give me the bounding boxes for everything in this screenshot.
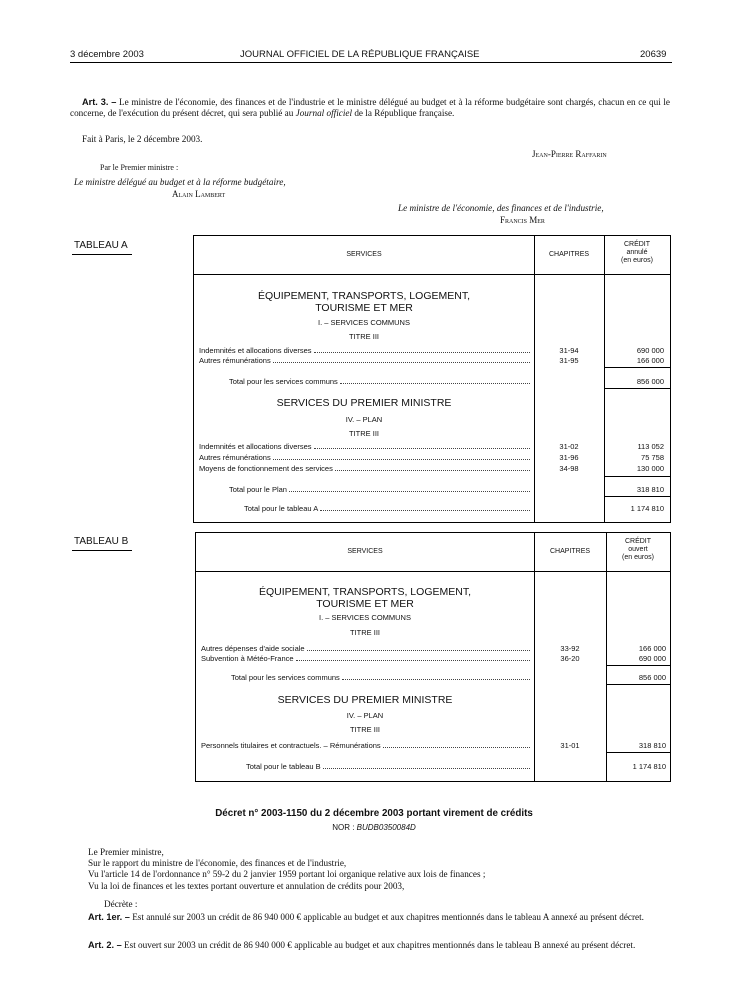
decret-title: Décret n° 2003-1150 du 2 décembre 2003 portant virement de crédits [215,808,533,819]
tableau-a-total-1: Total pour les services communs [229,377,532,386]
table-row-amount: 690 000 [638,654,666,663]
decret-nor: NOR : BUDB0350084D [332,823,416,832]
tableau-b-total-1: Total pour les services communs [231,673,532,682]
header-rule [70,62,672,63]
table-row-chapitre: 31-94 [559,346,579,355]
table-row-chapitre: 34-98 [559,464,579,473]
tableau-a-grand-total: Total pour le tableau A [244,504,532,513]
tableau-b [195,532,671,782]
table-row-chapitre: 31-02 [559,442,579,451]
article-3-label: Art. 3. – [82,97,117,107]
decret-preamble [70,847,670,892]
minister-economy-title: Le ministre de l'économie, des finances et de l'industrie, [398,203,604,213]
tableau-a-section-1-sub: I. – SERVICES COMMUNS [318,318,410,327]
tableau-b-section-1-titre: TITRE III [350,628,380,637]
table-row: Indemnités et allocations diverses [199,346,532,355]
tableau-b-total-1-amount: 856 000 [638,673,666,682]
table-row-amount: 130 000 [636,464,664,473]
tableau-a-section-2-sub: IV. – PLAN [345,415,383,424]
tableau-a-total-2-amount: 318 810 [636,485,664,494]
table-row-amount: 166 000 [636,356,664,365]
article-3-text-1: Le ministre de l'économie, des finances et de l'industrie et le ministre délégué au budget et à la réforme budgétaire sont chargés, chacun en ce qui le concerne, de l'exécution du présent décret, qui sera publié au [70,97,671,119]
tableau-a-col-credit: CRÉDIT annulé (en euros) [621,241,653,264]
table-row-amount: 75 758 [641,453,664,462]
article-3-journal: Journal officiel [295,108,353,119]
table-row: Autres rémunérations [199,356,532,365]
tableau-b-section-2-sub: IV. – PLAN [346,711,384,720]
tableau-b-section-1-sub: I. – SERVICES COMMUNS [319,613,411,622]
table-row-chapitre: 36-20 [560,654,580,663]
table-row: Subvention à Météo-France [201,654,532,663]
header-date: 3 décembre 2003 [70,49,144,60]
decret-vu-2: Vu l'article 14 de l'ordonnance n° 59-2 du 2 janvier 1959 portant loi organique relative aux lois de finances ; [88,869,486,880]
table-row-chapitre: 31-01 [560,741,580,750]
minister-budget-title: Le ministre délégué au budget et à la réforme budgétaire, [74,177,286,187]
tableau-b-col-services: SERVICES [347,548,383,555]
header-page-number: 20639 [640,49,667,60]
tableau-b-col-chapitres: CHAPITRES [549,548,591,555]
table-row: Personnels titulaires et contractuels. – Rémunérations [201,741,532,750]
minister-economy-name: Francis Mer [500,215,545,225]
tableau-b-section-2-titre: TITRE III [350,725,380,734]
table-row: Autres rémunérations [199,453,532,462]
tableau-a-col-chapitres: CHAPITRES [548,251,590,258]
table-row-amount: 318 810 [638,741,666,750]
tableau-b-label: TABLEAU B [74,536,129,547]
decret-vu-1: Sur le rapport du ministre de l'économie, des finances et de l'industrie, [88,858,347,869]
table-row: Indemnités et allocations diverses [199,442,532,451]
minister-budget-name: Alain Lambert [172,189,226,199]
tableau-a-label: TABLEAU A [74,240,128,251]
tableau-a-col-services: SERVICES [346,251,382,258]
table-row-chapitre: 33-92 [560,644,580,653]
table-row: Autres dépenses d'aide sociale [201,644,532,653]
fait-a-paris: Fait à Paris, le 2 décembre 2003. [82,134,203,144]
article-3 [70,97,670,119]
tableau-b-section-1-title: ÉQUIPEMENT, TRANSPORTS, LOGEMENT, TOURISME ET MER [259,586,471,610]
table-row-amount: 113 052 [637,442,664,451]
decret-article-2: Art. 2. – Est ouvert sur 2003 un crédit de 86 940 000 € applicable au budget et aux chapitres mentionnés dans le tableau B annexé au présent décret. [88,940,636,950]
decret-decrete: Décrète : [104,899,138,909]
par-le-premier-ministre: Par le Premier ministre : [100,163,179,172]
table-row-chapitre: 31-95 [559,356,579,365]
table-row: Moyens de fonctionnement des services [199,464,532,473]
decret-premier-ministre: Le Premier ministre, [88,847,164,857]
decret-vu-3: Vu la loi de finances et les textes portant ouverture et annulation de crédits pour 2003, [88,880,405,891]
tableau-a-section-1-titre: TITRE III [349,332,379,341]
tableau-b-grand-total-amount: 1 174 810 [632,762,666,771]
signature-premier-ministre: Jean-Pierre Raffarin [532,149,607,159]
table-row-amount: 166 000 [638,644,666,653]
table-row-amount: 690 000 [636,346,664,355]
tableau-a-section-1-title: ÉQUIPEMENT, TRANSPORTS, LOGEMENT, TOURISME ET MER [258,290,470,314]
tableau-b-section-2-title: SERVICES DU PREMIER MINISTRE [277,694,453,706]
article-3-text-2: de la République française. [354,108,455,119]
tableau-b-grand-total: Total pour le tableau B [246,762,532,771]
tableau-a-total-1-amount: 856 000 [636,377,664,386]
tableau-a [193,235,671,523]
tableau-a-section-2-title: SERVICES DU PREMIER MINISTRE [276,397,452,409]
table-row-chapitre: 31-96 [559,453,579,462]
tableau-b-label-rule [72,550,132,551]
tableau-a-section-2-titre: TITRE III [349,429,379,438]
tableau-a-total-2: Total pour le Plan [229,485,532,494]
tableau-b-col-credit: CRÉDIT ouvert (en euros) [622,538,654,561]
tableau-a-label-rule [72,254,132,255]
decret-article-1: Art. 1er. – Est annulé sur 2003 un crédit de 86 940 000 € applicable au budget et aux chapitres mentionnés dans le tableau A annexé au présent décret. [88,912,644,922]
header-journal: JOURNAL OFFICIEL DE LA RÉPUBLIQUE FRANÇAISE [240,49,480,60]
tableau-a-grand-total-amount: 1 174 810 [630,504,664,513]
